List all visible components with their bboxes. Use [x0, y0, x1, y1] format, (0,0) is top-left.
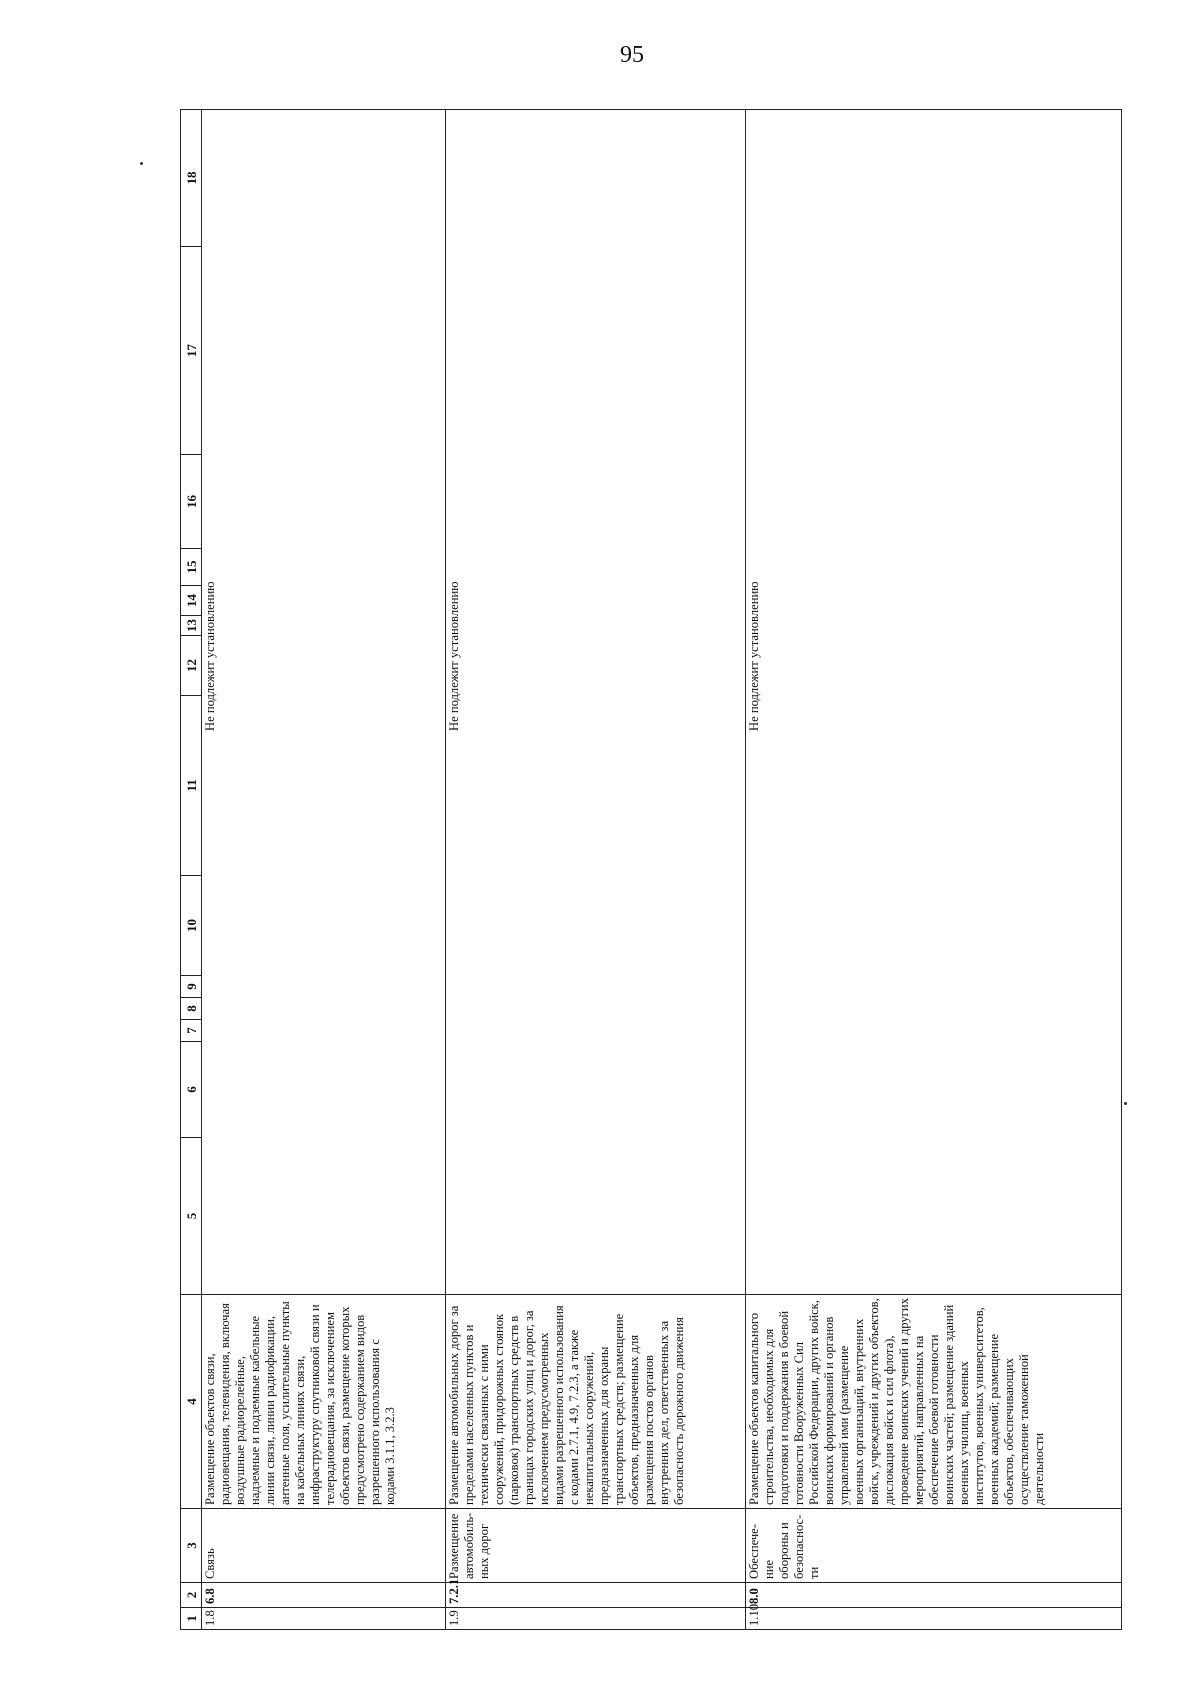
row-note-cell — [202, 110, 446, 1295]
row-name: Размещение автомобиль-ных дорог — [446, 1509, 746, 1583]
row-code: 8.0 — [746, 1583, 1122, 1608]
rotated-table-wrapper — [180, 110, 1120, 1630]
header-cell: 15 — [181, 549, 202, 586]
header-cell: 5 — [181, 1138, 202, 1295]
row-code: 6.8 — [202, 1583, 446, 1608]
header-cell: 4 — [181, 1295, 202, 1509]
row-note: Не подлежит установлению — [447, 581, 461, 731]
header-cell: 11 — [181, 696, 202, 876]
page-number: 95 — [620, 42, 644, 68]
row-note-cell — [446, 110, 746, 1295]
row-name: Связь — [202, 1509, 446, 1583]
header-cell: 17 — [181, 247, 202, 455]
row-note: Не подлежит установлению — [203, 581, 217, 731]
row-description: Размещение автомобильных дорог за пределами населенных пунктов и технически связанных с ними сооружений, придорожных стоянок (парковок) транспортных средств в границах городских улиц и дорог, за исключением предусмотренных видами разрешенного использования с кодами 2.7.1, 4.9, 7.2.3, а также некапитальных сооружений, предназначенных для охраны транспортных средств; размещение объектов, предназначенных для размещения постов органов внутренних дел, ответственных за безопасность дорожного движения — [446, 1295, 746, 1509]
row-description: Размещение объектов связи, радиовещания, телевидения, включая воздушные радиорелейные, надземные и подземные кабельные линии связи, линии радиофикации, антенные поля, усилительные пункты на кабельных линиях связи, инфраструктуру спутниковой связи и телерадиовещания, за исключением объектов связи, размещение которых предусмотрено содержанием видов разрешенного использования с кодами 3.1.1, 3.2.3 — [202, 1295, 446, 1509]
scan-dot — [1124, 1102, 1127, 1105]
header-cell: 3 — [181, 1509, 202, 1583]
row-code: 7.2.1 — [446, 1583, 746, 1608]
land-use-table — [180, 109, 1122, 1630]
row-note: Не подлежит установлению — [747, 581, 761, 731]
table-row — [446, 110, 746, 1630]
row-note-cell — [746, 110, 1122, 1295]
row-description: Размещение объектов капитального строительства, необходимых для подготовки и поддержания в боевой готовности Вооруженных Сил Российской Федерации, других войск, воинских формирований и органов управлений ими (размещение военных организаций, внутренних войск, учреждений и других объектов, дислокация войск и сил флота), проведение воинских учений и других мероприятий, направленных на обеспечение боевой готовности воинских частей; размещение зданий военных училищ, военных институтов, военных университетов, военных академий; размещение объектов, обеспечивающих осуществление таможенной деятельности — [746, 1295, 1122, 1509]
header-row — [181, 110, 202, 1630]
table-row — [202, 110, 446, 1630]
table-row — [746, 110, 1122, 1630]
header-cell: 16 — [181, 455, 202, 549]
header-cell: 12 — [181, 636, 202, 696]
header-cell: 10 — [181, 876, 202, 976]
header-cell: 6 — [181, 1042, 202, 1138]
scan-dot — [140, 162, 143, 165]
header-cell: 18 — [181, 110, 202, 247]
header-cell: 7 — [181, 1020, 202, 1042]
header-cell: 14 — [181, 586, 202, 616]
row-number: 1.9 — [446, 1608, 746, 1630]
header-cell: 9 — [181, 976, 202, 998]
header-cell: 1 — [181, 1608, 202, 1630]
row-name: Обеспече-ние обороны и безопаснос-ти — [746, 1509, 1122, 1583]
header-cell: 13 — [181, 616, 202, 636]
row-number: 1.10 — [746, 1608, 1122, 1630]
header-cell: 8 — [181, 998, 202, 1020]
header-cell: 2 — [181, 1583, 202, 1608]
row-number: 1.8 — [202, 1608, 446, 1630]
